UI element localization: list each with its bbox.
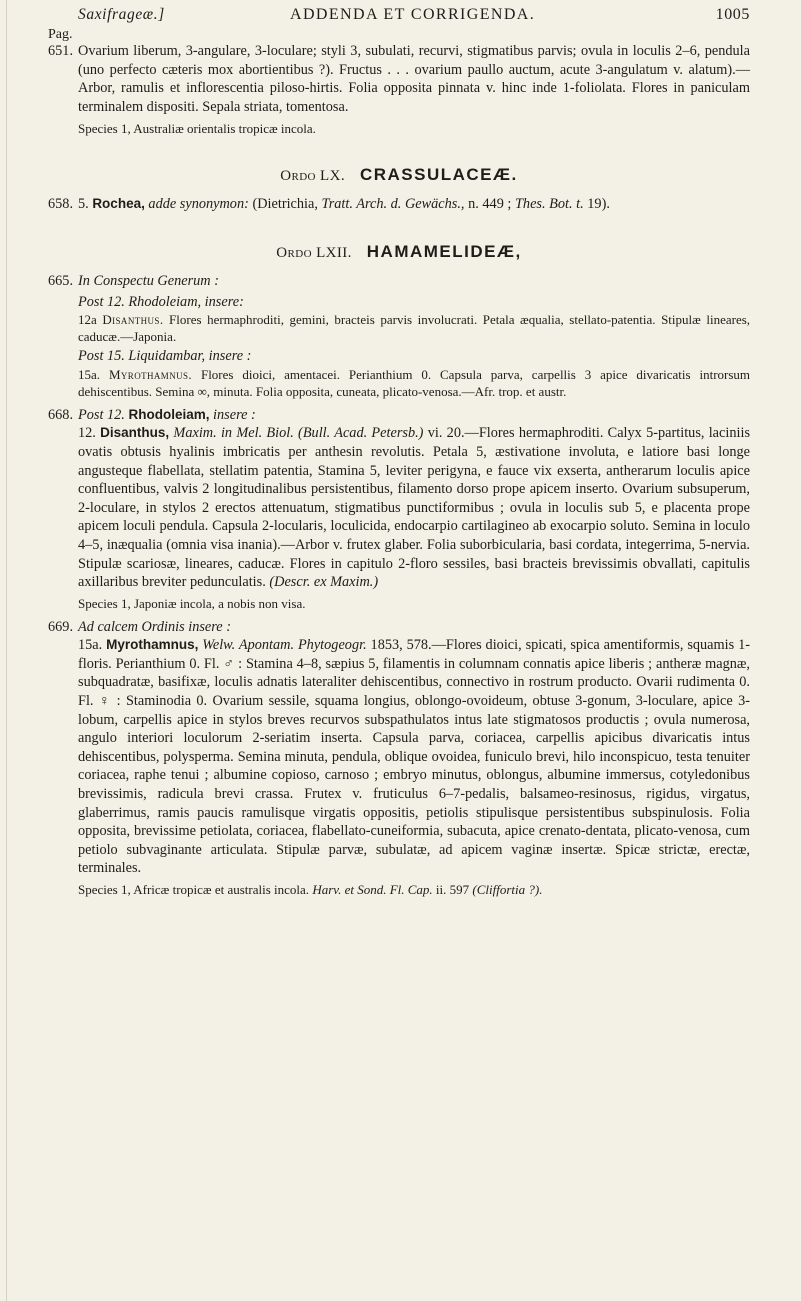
- genus-name: Myrothamnus,: [106, 637, 199, 653]
- entry-lead: 5.: [78, 196, 89, 213]
- entry-668: [48, 406, 750, 612]
- species-text: Species 1, Africæ tropicæ et australis incola.: [78, 882, 310, 897]
- post-instruction: Post 12.: [78, 406, 125, 423]
- entry-reference-page: 1853, 578.: [370, 637, 432, 654]
- running-head-family: Saxifrageæ.]: [78, 6, 165, 23]
- running-head-page-number: 1005: [715, 6, 750, 23]
- genus-description: Flores hermaphroditi, gemini, bracteis parvis involucrati. Petala æqualia, stellato-patentia. Stipulæ lineares, caducæ.—Japonia.: [78, 312, 751, 345]
- entry-number: 669.: [48, 618, 74, 635]
- genus-name: Disanthus,: [100, 425, 170, 441]
- genus-description: —Flores hermaphroditi. Calyx 5-partitus, laciniis ovatis obtusis hyalinis imbricatis per anthesin revolutis. Petala 5, æstivatione involuta, e latiore basi longe angusteque flabellata, stellatim patentia, Stamina 5, leviter perigyna, e fauce vix exserta, antherarum loculis apice confluentibus, valvis 2 longitudinalibus persistentibus, filamento dorso prope apicem inserto. Ovarium subsuperum, 2-loculare, in stylos 2 erectos attenuatum, stigmatibus punctiformibus ; ovula in loculis sub 5, e placenta prope apicem loculi pendula. Capsula 2-locularis, loculicida, endocarpio cartilagineo ab exocarpio soluto. Semina in loculo 4–5, inæqualia (omnia visa inania).—Arbor v. frutex glaber. Folia suborbicularia, basi cordata, integerrima, 5-nervia. Stipulæ scariosæ, lineares, caducæ. Flores in capitulo 2-floro sessiles, basi bracteis brevissimis obvallati, capitulis axillaribus breviter pedunculatis.: [78, 425, 751, 591]
- myrothamnus-summary: [78, 366, 750, 400]
- species-note: Species 1, Australiæ orientalis tropicæ incola.: [78, 121, 316, 137]
- entry-text: Ovarium liberum, 3-angulare, 3-loculare; styli 3, subulati, recurvi, stigmatibus parvis; ovula in loculis 2–6, pendula (uno perfecto cæteris mox abortientibus ?). Fructus . . . ovarium paullo auctum, acute 3-angulatum v. alatum).—Arbor, ramulis et inflorescentia piloso-hirtis. Folia opposita pinnata v. hinc inde 1-foliolata. Flores in paniculam terminalem dispositi. Sepala striata, tomentosa.: [78, 43, 750, 115]
- ordo-heading-lxii: [48, 242, 750, 262]
- species-note: Species 1, Japoniæ incola, a nobis non visa.: [78, 595, 306, 611]
- ordo-label: Ordo LX.: [280, 168, 345, 185]
- genus-name: Rochea,: [92, 196, 145, 212]
- description-source: (Descr. ex Maxim.): [269, 574, 379, 591]
- entry-reference: Tratt. Arch. d. Gewächs.,: [321, 196, 465, 213]
- running-head: [48, 6, 750, 30]
- text-column: [48, 6, 750, 898]
- ordo-family: CRASSULACEÆ.: [359, 165, 518, 185]
- entry-text: [78, 424, 750, 591]
- entry-reference-page: n. 449 ;: [468, 196, 512, 213]
- entry-heading: Ad calcem Ordinis insere :: [78, 618, 231, 635]
- entry-reference-2: Thes. Bot. t.: [514, 196, 584, 213]
- entry-651: [48, 42, 750, 137]
- conspectus-heading: In Conspectu Generum :: [78, 272, 219, 289]
- entry-658: [48, 195, 750, 214]
- entry-reference: Maxim. in Mel. Biol. (Bull. Acad. Petersb.): [173, 425, 424, 442]
- ordo-label: Ordo LXII.: [276, 244, 352, 261]
- entry-heading: [78, 406, 750, 425]
- entry-lead: 15a.: [78, 366, 101, 382]
- entry-number: 668.: [48, 406, 74, 423]
- ordo-heading-lx: [48, 165, 750, 185]
- genus-name: Myrothamnus.: [108, 366, 193, 382]
- entry-reference: Welw. Apontam. Phytogeogr.: [202, 637, 367, 654]
- entry-665: [48, 272, 750, 400]
- genus-name: Rhodoleiam,: [128, 406, 210, 422]
- genus-description: —Flores dioici, spicati, spica amentiformis, squamis 1-floris. Perianthium 0. Fl. ♂ : Stamina 4–8, sæpius 5, filamentis in columnam connatis apice liberis ; antheræ magnæ, subquadratæ, basifixæ, loculis adnatis lateraliter dehiscentibus, connectivo in rostrum producto. Ovarii rudimenta 0. Fl. ♀ : Staminodia 0. Ovarium sessile, squama longius, oblongo-ovoideum, obtuse 3-gonum, 3-loculare, apice 3-lobum, carpellis apice in stylos breves recurvos subspathulatos intus late stigmatosos productis ; ovula numerosa, angulo interiori loculorum 2-seriatim inserta. Capsula parva, coriacea, carpellis apicibus divaricatis intus dehiscentibus, polysperma. Semina minuta, pendula, oblique ovoidea, funiculo brevi, hilo inconspicuo, testa tenuiter coriacea, raphe tenui ; albumine copioso, carnoso ; embryo minutus, oblongus, albumine immersus, cotyledonibus brevissimis, radicula brevi crassa. Frutex v. fruticulus 6–7-pedalis, balsameo-resinosus, rigidus, virgatus, glaberrimus, ramis paucis ramulisque virgatis oppositis, petiolis stipulisque persistentibus subspinulosis. Folia opposita, brevissime petiolata, coriacea, flabellato-cuneiformia, subacuta, apice crenato-dentata, plicato-venosa, cum petiolo subvaginante articulata. Stipulæ parvæ, subulatæ, ad apicem vaginæ insertæ. Spicæ strictæ, erectæ, terminales.: [78, 637, 750, 877]
- entry-669: [48, 618, 750, 898]
- page-edge-line: [6, 0, 7, 1301]
- entry-text: [78, 636, 750, 878]
- entry-number: 665.: [48, 272, 74, 289]
- entry-number: 651.: [48, 43, 74, 59]
- pag-label: Pag.: [48, 27, 73, 42]
- ordo-family: HAMAMELIDEÆ,: [366, 241, 522, 261]
- species-reference-page: ii. 597: [435, 882, 470, 897]
- entry-lead: 12.: [78, 425, 96, 442]
- entry-number: 658.: [48, 196, 74, 213]
- entry-instruction: adde synonymon:: [148, 196, 249, 213]
- entry-synonym: (Dietrichia,: [252, 196, 318, 213]
- entry-lead: 15a.: [78, 637, 103, 654]
- post-instruction: Post 15. Liquidambar, insere :: [78, 348, 252, 365]
- genus-description: Flores dioici, amentacei. Perianthium 0. Capsula parva, carpellis 3 apice divaricatis introrsum dehiscentibus. Semina ∞, minuta. Folia opposita, cuneata, plicato-venosa.—Afr. trop. et austr.: [78, 366, 751, 399]
- insere-label: insere :: [213, 406, 256, 423]
- genus-name: Disanthus.: [102, 312, 164, 328]
- entry-reference-2-page: 19).: [587, 196, 610, 213]
- entry-text: [78, 195, 750, 214]
- entry-reference-page: vi. 20.: [427, 425, 465, 442]
- entry-lead: 12a: [78, 312, 97, 328]
- post-instruction: Post 12. Rhodoleiam, insere:: [78, 293, 244, 310]
- species-synonym: (Cliffortia ?).: [472, 882, 543, 897]
- species-note: [78, 881, 750, 898]
- disanthus-summary: [78, 311, 750, 345]
- species-reference: Harv. et Sond. Fl. Cap.: [312, 882, 433, 897]
- running-head-title: ADDENDA ET CORRIGENDA.: [290, 6, 536, 23]
